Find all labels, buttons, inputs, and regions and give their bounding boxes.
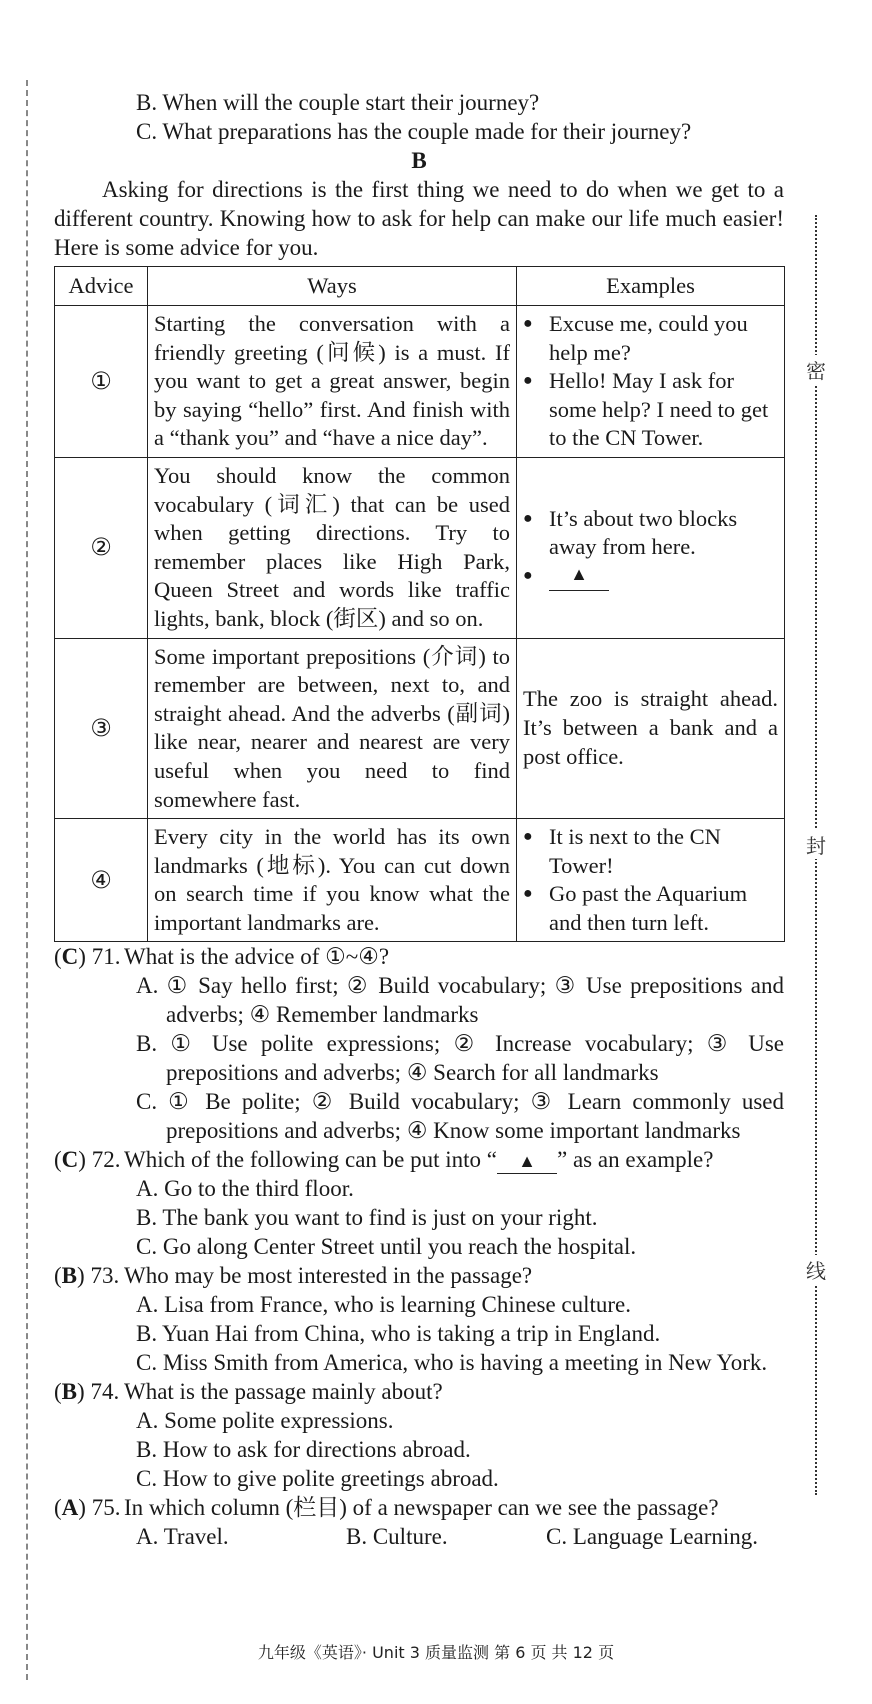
table-row <box>55 306 785 458</box>
ways-cell: Every city in the world has its own landmarks (地标). You can cut down on search time if you know what the important landmarks are. <box>148 819 517 942</box>
option-c: C. Miss Smith from America, who is having a meeting in New York. <box>136 1350 768 1376</box>
question-75 <box>54 1493 784 1551</box>
example-item: ● Excuse me, could you help me? <box>523 311 748 365</box>
question-stem: (B) 73. Who may be most interested in the passage? <box>54 1263 533 1289</box>
examples-cell <box>517 457 785 638</box>
question-71 <box>54 942 784 1145</box>
main-content <box>54 88 784 1551</box>
question-73 <box>54 1261 784 1377</box>
question-stem: (B) 74. What is the passage mainly about? <box>54 1379 443 1405</box>
table-header-row <box>55 267 785 306</box>
left-binding-line <box>26 80 28 1680</box>
intro-paragraph: Asking for directions is the first thing we need to do when we get to a different country. Knowing how to ask for help can make our life much easier! Here is some advice for you. <box>54 177 784 260</box>
option-b: B. ① Use polite expressions; ② Increase vocabulary; ③ Use prepositions and adverbs; ④ Search for all landmarks <box>136 1031 784 1086</box>
example-item: ● Go past the Aquarium and then turn left. <box>523 881 748 935</box>
answer-mark: (B) 73. <box>54 1263 120 1289</box>
answer-mark: (B) 74. <box>54 1379 120 1405</box>
prev-option-b: B. When will the couple start their journey? <box>136 90 540 115</box>
option-a: A. Go to the third floor. <box>136 1176 354 1202</box>
answer-mark: (A) 75. <box>54 1495 121 1521</box>
answer-mark: (C) 71. <box>54 944 121 970</box>
example-item: ● It’s about two blocks away from here. <box>523 505 738 560</box>
advice-number: ② <box>55 457 148 638</box>
option-c: C. Go along Center Street until you reach the hospital. <box>136 1234 637 1260</box>
ways-cell: Some important prepositions (介词) to remember are between, next to, and straight ahead. And the adverbs (副词) like near, nearer and nearest are very useful when you need to find somewhere fast. <box>148 638 517 819</box>
question-74 <box>54 1377 784 1493</box>
option-b: B. How to ask for directions abroad. <box>136 1437 471 1463</box>
option-a: A. Lisa from France, who is learning Chinese culture. <box>136 1292 632 1318</box>
advice-table <box>54 266 785 942</box>
section-heading: B <box>411 148 427 173</box>
question-stem: (C) 72. Which of the following can be put into “ ▲ ” as an example? <box>54 1147 714 1173</box>
advice-number: ④ <box>55 819 148 942</box>
option-a: A. Some polite expressions. <box>136 1408 394 1434</box>
advice-number: ① <box>55 306 148 458</box>
example-blank-item: ● ▲ <box>523 562 778 591</box>
seal-mark-3: 线 <box>806 1255 826 1284</box>
example-item: ● Hello! May I ask for some help? I need to get to the CN Tower. <box>523 368 769 451</box>
question-stem: (A) 75. In which column (栏目) of a newspaper can we see the passage? <box>54 1495 719 1521</box>
prev-option-c: C. What preparations has the couple made for their journey? <box>136 119 692 144</box>
examples-cell: The zoo is straight ahead. It’s between a bank and a post office. <box>517 638 785 819</box>
seal-mark-2: 封 <box>806 830 826 859</box>
header-ways: Ways <box>148 267 517 306</box>
example-item: ● It is next to the CN Tower! <box>523 824 721 878</box>
table-row <box>55 819 785 942</box>
answer-blank: ▲ <box>497 1149 557 1174</box>
advice-number: ③ <box>55 638 148 819</box>
page-footer: 九年级《英语》· Unit 3 质量监测 第 6 页 共 12 页 <box>257 1643 615 1662</box>
answer-mark: (C) 72. <box>54 1147 121 1173</box>
options-row <box>54 1522 784 1551</box>
table-row <box>55 638 785 819</box>
header-examples: Examples <box>517 267 785 306</box>
option-a: A. Travel. <box>136 1524 229 1550</box>
header-advice: Advice <box>55 267 148 306</box>
option-c: C. Language Learning. <box>546 1524 759 1550</box>
question-stem: (C) 71. What is the advice of ①~④? <box>54 944 390 970</box>
option-b: B. The bank you want to find is just on your right. <box>136 1205 598 1231</box>
option-a: A. ① Say hello first; ② Build vocabulary; ③ Use prepositions and adverbs; ④ Remember landmarks <box>136 973 784 1028</box>
option-b: B. Culture. <box>346 1524 448 1550</box>
option-c: C. ① Be polite; ② Build vocabulary; ③ Learn commonly used prepositions and adverbs; ④ Know some important landmarks <box>136 1089 784 1144</box>
option-c: C. How to give polite greetings abroad. <box>136 1466 499 1492</box>
examples-cell <box>517 819 785 942</box>
examples-cell <box>517 306 785 458</box>
seal-mark-1: 密 <box>806 355 826 384</box>
question-72 <box>54 1145 784 1261</box>
ways-cell: Starting the conversation with a friendly greeting (问候) is a must. If you want to get a great answer, begin by saying “hello” first. And finish with a “thank you” and “have a nice day”. <box>148 306 517 458</box>
ways-cell: You should know the common vocabulary (词汇) that can be used when getting directions. Try to remember places like High Park, Queen Street and words like traffic lights, bank, block (街区) and so on. <box>148 457 517 638</box>
answer-blank: ▲ <box>549 562 609 591</box>
option-b: B. Yuan Hai from China, who is taking a trip in England. <box>136 1321 661 1347</box>
table-row <box>55 457 785 638</box>
